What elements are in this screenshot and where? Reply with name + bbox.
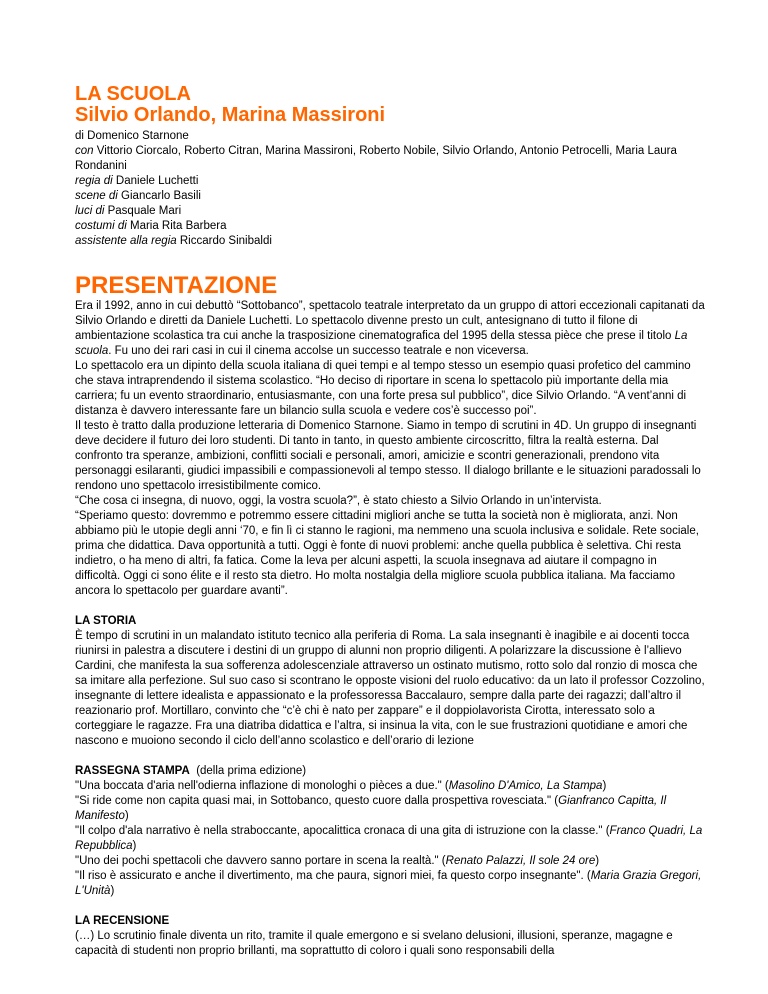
quote-source: Masolino D'Amico, La Stampa	[448, 780, 603, 792]
recensione-heading: LA RECENSIONE	[75, 915, 170, 927]
quote-text: "Il riso è assicurato e anche il divertimento, ma che paura, signori miei, fa questo corpo insegnante". (	[75, 870, 591, 882]
quote-close: )	[602, 780, 607, 792]
presentazione-paragraph	[75, 299, 705, 359]
film-title: La scuola	[75, 330, 688, 357]
credit-cast-label: con	[75, 145, 94, 157]
presentazione-text	[75, 299, 705, 599]
credit-cast-value: Vittorio Ciorcalo, Roberto Citran, Marina Massironi, Roberto Nobile, Silvio Orlando, Antonio Petrocelli, Maria Laura Rondanini	[75, 145, 677, 172]
credit-costumes-label: costumi di	[75, 220, 127, 232]
press-quote	[75, 869, 705, 899]
credit-costumes-value: Maria Rita Barbera	[129, 220, 227, 232]
presentazione-section	[75, 273, 705, 599]
presentazione-p1-text: Era il 1992, anno in cui debuttò “Sottobanco”, spettacolo teatrale interpretato da un gruppo di attori eccezionali capitanati da Silvio Orlando e diretti da Daniele Luchetti. Lo spettacolo divenne presto un cult, antesignano di tutto il filone di ambientazione scolastica tra cui anche la trasposizione cinematografica del 1995 della stessa pièce che prese il titolo	[75, 300, 705, 342]
press-quote	[75, 824, 705, 854]
quote-close: )	[124, 810, 129, 822]
credit-cast	[75, 144, 705, 174]
quote-source: Renato Palazzi, Il sole 24 ore	[445, 855, 596, 867]
quote-source: Gianfranco Capitta, Il Manifesto	[75, 795, 667, 822]
quote-text: "Si ride come non capita quasi mai, in Sottobanco, questo cuore dalla prospettiva rovesciata." (	[75, 795, 559, 807]
storia-heading: LA STORIA	[75, 615, 137, 627]
credit-director-label: regia di	[75, 175, 113, 187]
credit-scenes-label: scene di	[75, 190, 118, 202]
press-quote	[75, 794, 705, 824]
quote-source: Franco Quadri, La Repubblica	[75, 825, 703, 852]
rassegna-section	[75, 764, 705, 899]
recensione-section	[75, 914, 705, 959]
quote-text: "Una boccata d'aria nell'odierna inflazione di monologhi o pièces a due." (	[75, 780, 449, 792]
recensione-text: (…) Lo scrutinio finale diventa un rito, tramite il quale emergono e si svelano delusioni, illusioni, speranze, magagne e capacità di studenti non proprio brillanti, ma soprattutto di coloro i quali sono responsabili della	[75, 930, 673, 957]
credits-block	[75, 129, 705, 249]
presentazione-paragraph: Lo spettacolo era un dipinto della scuola italiana di quei tempi e al tempo stesso un esempio quasi profetico del cammino che stava intraprendendo il sistema scolastico. “Ho deciso di riportare in scena lo spettacolo più importante della mia carriera; fu un evento straordinario, entusiasmante, con una forte presa sul pubblico”, dice Silvio Orlando. “A vent’anni di distanza è davvero interessante fare un bilancio sulla scuola e vedere cos’è successo poi”.	[75, 360, 691, 417]
rassegna-heading-title: RASSEGNA STAMPA	[75, 765, 190, 777]
quote-close: )	[110, 885, 115, 897]
rassegna-heading	[75, 764, 705, 779]
quote-source: Maria Grazia Gregori, L'Unità	[75, 870, 702, 897]
title-block	[75, 84, 705, 126]
credit-costumes	[75, 219, 705, 234]
quote-close: )	[595, 855, 600, 867]
rassegna-quotes	[75, 779, 705, 899]
press-quote	[75, 854, 705, 869]
press-quote	[75, 779, 705, 794]
credit-assistant-value: Riccardo Sinibaldi	[179, 235, 272, 247]
page-title: LA SCUOLA	[75, 83, 191, 105]
quote-close: )	[132, 840, 137, 852]
quote-text: "Il colpo d'ala narrativo è nella straboccante, apocalittica cronaca di una gita di istruzione con la classe." (	[75, 825, 610, 837]
presentazione-p1-end: . Fu uno dei rari casi in cui il cinema accolse un successo teatrale e non viceversa.	[108, 345, 529, 357]
page-subtitle: Silvio Orlando, Marina Massironi	[75, 104, 386, 126]
credit-director-value: Daniele Luchetti	[115, 175, 199, 187]
presentazione-paragraph: Il testo è tratto dalla produzione letteraria di Domenico Starnone. Siamo in tempo di scrutini in 4D. Un gruppo di insegnanti deve decidere il futuro dei loro studenti. Di tanto in tanto, in questo ambiente circoscritto, filtra la realtà esterna. Dal confronto tra speranze, ambizioni, conflitti sociali e personali, amori, amicizie e scontri generazionali, prendono vita personaggi esilaranti, giudici impassibili e compassionevoli al tempo stesso. Il dialogo brillante e le situazioni paradossali lo rendono uno spettacolo irresistibilmente comico.	[75, 420, 701, 492]
credit-director	[75, 174, 705, 189]
credit-assistant-label: assistente alla regia	[75, 235, 177, 247]
credit-lights-value: Pasquale Mari	[107, 205, 182, 217]
rassegna-heading-note: (della prima edizione)	[196, 765, 307, 777]
presentazione-heading: PRESENTAZIONE	[75, 272, 278, 299]
credit-scenes-value: Giancarlo Basili	[121, 190, 201, 202]
credit-scenes	[75, 189, 705, 204]
document-page	[75, 84, 705, 959]
credit-lights	[75, 204, 705, 219]
credit-assistant	[75, 234, 705, 249]
credit-author: di Domenico Starnone	[75, 130, 189, 142]
credit-lights-label: luci di	[75, 205, 105, 217]
presentazione-paragraph: “Che cosa ci insegna, di nuovo, oggi, la vostra scuola?”, è stato chiesto a Silvio Orlando in un’intervista.	[75, 495, 602, 507]
quote-text: "Uno dei pochi spettacoli che davvero sanno portare in scena la realtà." (	[75, 855, 446, 867]
storia-section	[75, 614, 705, 749]
presentazione-paragraph: “Speriamo questo: dovremmo e potremmo essere cittadini migliori anche se tutta la società non è migliorata, anzi. Non abbiamo più le utopie degli anni ‘70, e fin lì ci stanno le ragioni, ma nemmeno una scuola inclusiva e solidale. Rete sociale, prima che didattica. Dava opportunità a tutti. Oggi è fonte di nuovi problemi: anche quella pubblica è selettiva. Chi resta indietro, o ha meno di altri, fa fatica. Come la leva per alcuni aspetti, la scuola insegnava ad aiutare il compagno in difficoltà. Oggi ci sono élite e il resto sta dietro. Ho molta nostalgia della migliore scuola pubblica italiana. Ma facciamo ancora lo spettacolo per guardare avanti”.	[75, 510, 699, 597]
storia-text: È tempo di scrutini in un malandato istituto tecnico alla periferia di Roma. La sala insegnanti è inagibile e ai docenti tocca riunirsi in palestra a discutere i destini di un gruppo di alunni non proprio diligenti. A polarizzare la discussione è l’allievo Cardini, che manifesta la sua sofferenza adolescenziale attraverso un ostinato mutismo, rotto solo dal ronzio di mosca che sa imitare alla perfezione. Sul suo caso si scontrano le opposte visioni del ruolo educativo: da un lato il professor Cozzolino, insegnante di lettere idealista e appassionato e la professoressa Baccalauro, sempre dalla parte dei ragazzi; dall’altro il reazionario prof. Mortillaro, convinto che “c’è chi è nato per zappare” e il doppiolavorista Cirotta, interessato solo a corteggiare le ragazze. Fra una diatriba didattica e l’altra, si insinua la vita, con le sue frustrazioni quotidiane e amori che nascono e muoiono secondo il ciclo dell’anno scolastico e dell’orario di lezione	[75, 630, 705, 747]
